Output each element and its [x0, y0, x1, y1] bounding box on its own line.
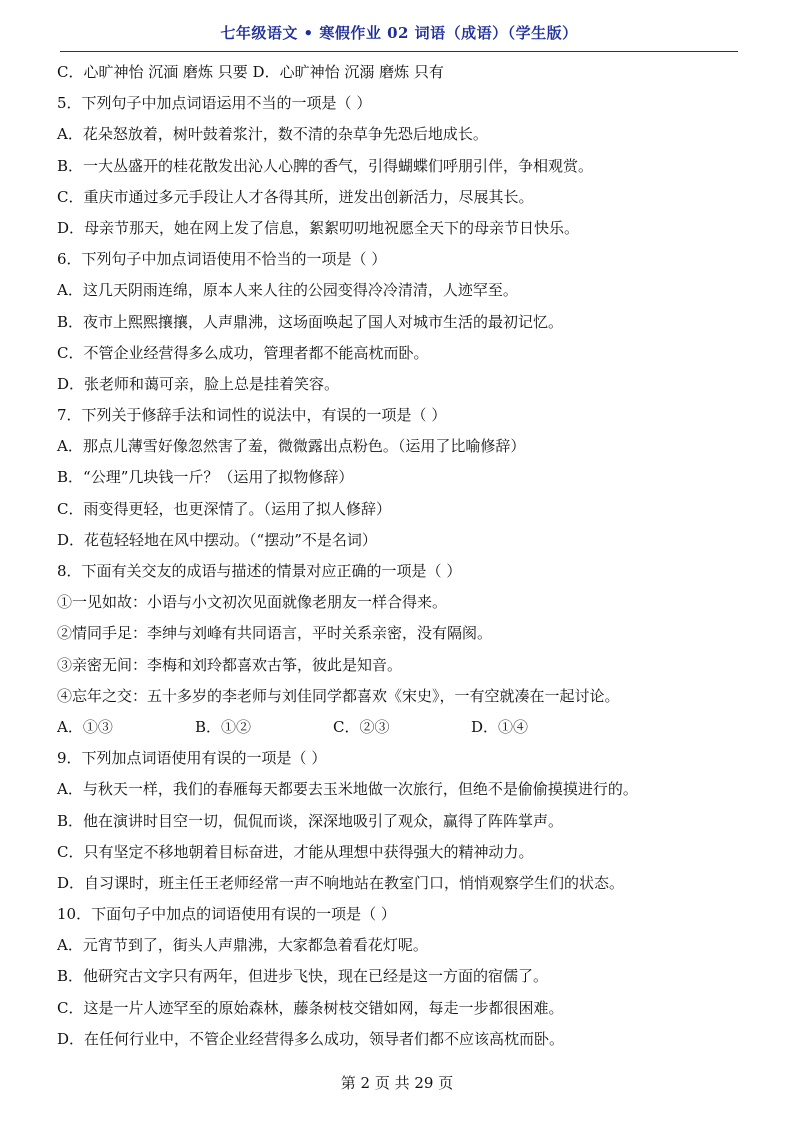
text-line: ②情同手足：李绅与刘峰有共同语言，平时关系亲密，没有隔阂。 [57, 624, 493, 643]
text-line: ④忘年之交：五十多岁的李老师与刘佳同学都喜欢《宋史》，一有空就凑在一起讨论。 [57, 686, 620, 705]
text-line: B．夜市上熙熙攘攘，人声鼎沸，这场面唤起了国人对城市生活的最初记忆。 [57, 312, 564, 331]
text-line: ③亲密无间：李梅和刘玲都喜欢古筝，彼此是知音。 [57, 655, 403, 674]
question-content [57, 57, 747, 1055]
text-line: C．只有坚定不移地朝着目标奋进，才能从理想中获得强大的精神动力。 [57, 842, 534, 861]
question-stem-6: 6．下列句子中加点词语使用不恰当的一项是（ ） [57, 250, 387, 269]
option-d: D．①④ [471, 717, 529, 736]
text-line: ①一见如故：小语与小文初次见面就像老朋友一样合得来。 [57, 593, 448, 612]
text-line: C．心旷神怡 沉湎 磨炼 只要 D．心旷神怡 沉溺 磨炼 只有 [57, 63, 444, 81]
text-line: B．一大丛盛开的桂花散发出沁人心脾的香气，引得蝴蝶们呼朋引伴，争相观赏。 [57, 156, 594, 175]
text-line: D．张老师和蔼可亲，脸上总是挂着笑容。 [57, 374, 340, 393]
question-stem-10: 10．下面句子中加点的词语使用有误的一项是（ ） [57, 905, 396, 924]
text-line: A．元宵节到了，街头人声鼎沸，大家都急着看花灯呢。 [57, 936, 428, 955]
text-line: B．“公理”几块钱一斤？（运用了拟物修辞） [57, 468, 354, 487]
option-b: B．①② [195, 717, 252, 736]
text-line: C．重庆市通过多元手段让人才各得其所，迸发出创新活力，尽展其长。 [57, 187, 534, 206]
text-line: A．这几天阴雨连绵，原本人来人往的公园变得冷冷清清，人迹罕至。 [57, 281, 518, 300]
text-line: D．花苞轻轻地在风中摆动。（“摆动”不是名词） [57, 530, 377, 549]
text-line: C．不管企业经营得多么成功，管理者都不能高枕而卧。 [57, 343, 429, 362]
text-line: B．他在演讲时目空一切，侃侃而谈，深深地吸引了观众，赢得了阵阵掌声。 [57, 811, 564, 830]
question-stem-9: 9．下列加点词语使用有误的一项是（ ） [57, 749, 327, 768]
question-stem-5: 5．下列句子中加点词语运用不当的一项是（ ） [57, 94, 372, 113]
text-line: D．在任何行业中，不管企业经营得多么成功，领导者们都不应该高枕而卧。 [57, 1029, 565, 1048]
text-line: C．这是一片人迹罕至的原始森林，藤条树枝交错如网，每走一步都很困难。 [57, 998, 564, 1017]
option-a: A．①③ [57, 717, 113, 736]
text-line: A．那点儿薄雪好像忽然害了羞，微微露出点粉色。（运用了比喻修辞） [57, 437, 526, 456]
q8-options [57, 712, 747, 743]
text-line: C．雨变得更轻，也更深情了。（运用了拟人修辞） [57, 499, 391, 518]
option-c: C．②③ [333, 717, 390, 736]
document-header-title: 七年级语文 • 寒假作业 02 词语（成语）（学生版） [220, 24, 578, 42]
text-line: A．花朵怒放着，树叶鼓着浆汁，数不清的杂草争先恐后地成长。 [57, 125, 488, 144]
question-stem-7: 7．下列关于修辞手法和词性的说法中，有误的一项是（ ） [57, 406, 447, 425]
text-line: A．与秋天一样，我们的春雁每天都要去玉米地做一次旅行，但绝不是偷偷摸摸进行的。 [57, 780, 638, 799]
question-stem-8: 8．下面有关交友的成语与描述的情景对应正确的一项是（ ） [57, 562, 462, 580]
text-line: B．他研究古文字只有两年，但进步飞快，现在已经是这一方面的宿儒了。 [57, 967, 549, 986]
text-line: D．母亲节那天，她在网上发了信息，絮絮叨叨地祝愿全天下的母亲节日快乐。 [57, 218, 580, 237]
header-divider [60, 51, 738, 52]
page-number: 第 2 页 共 29 页 [340, 1074, 454, 1092]
text-line: D．自习课时，班主任王老师经常一声不响地站在教室门口，悄悄观察学生们的状态。 [57, 873, 625, 892]
